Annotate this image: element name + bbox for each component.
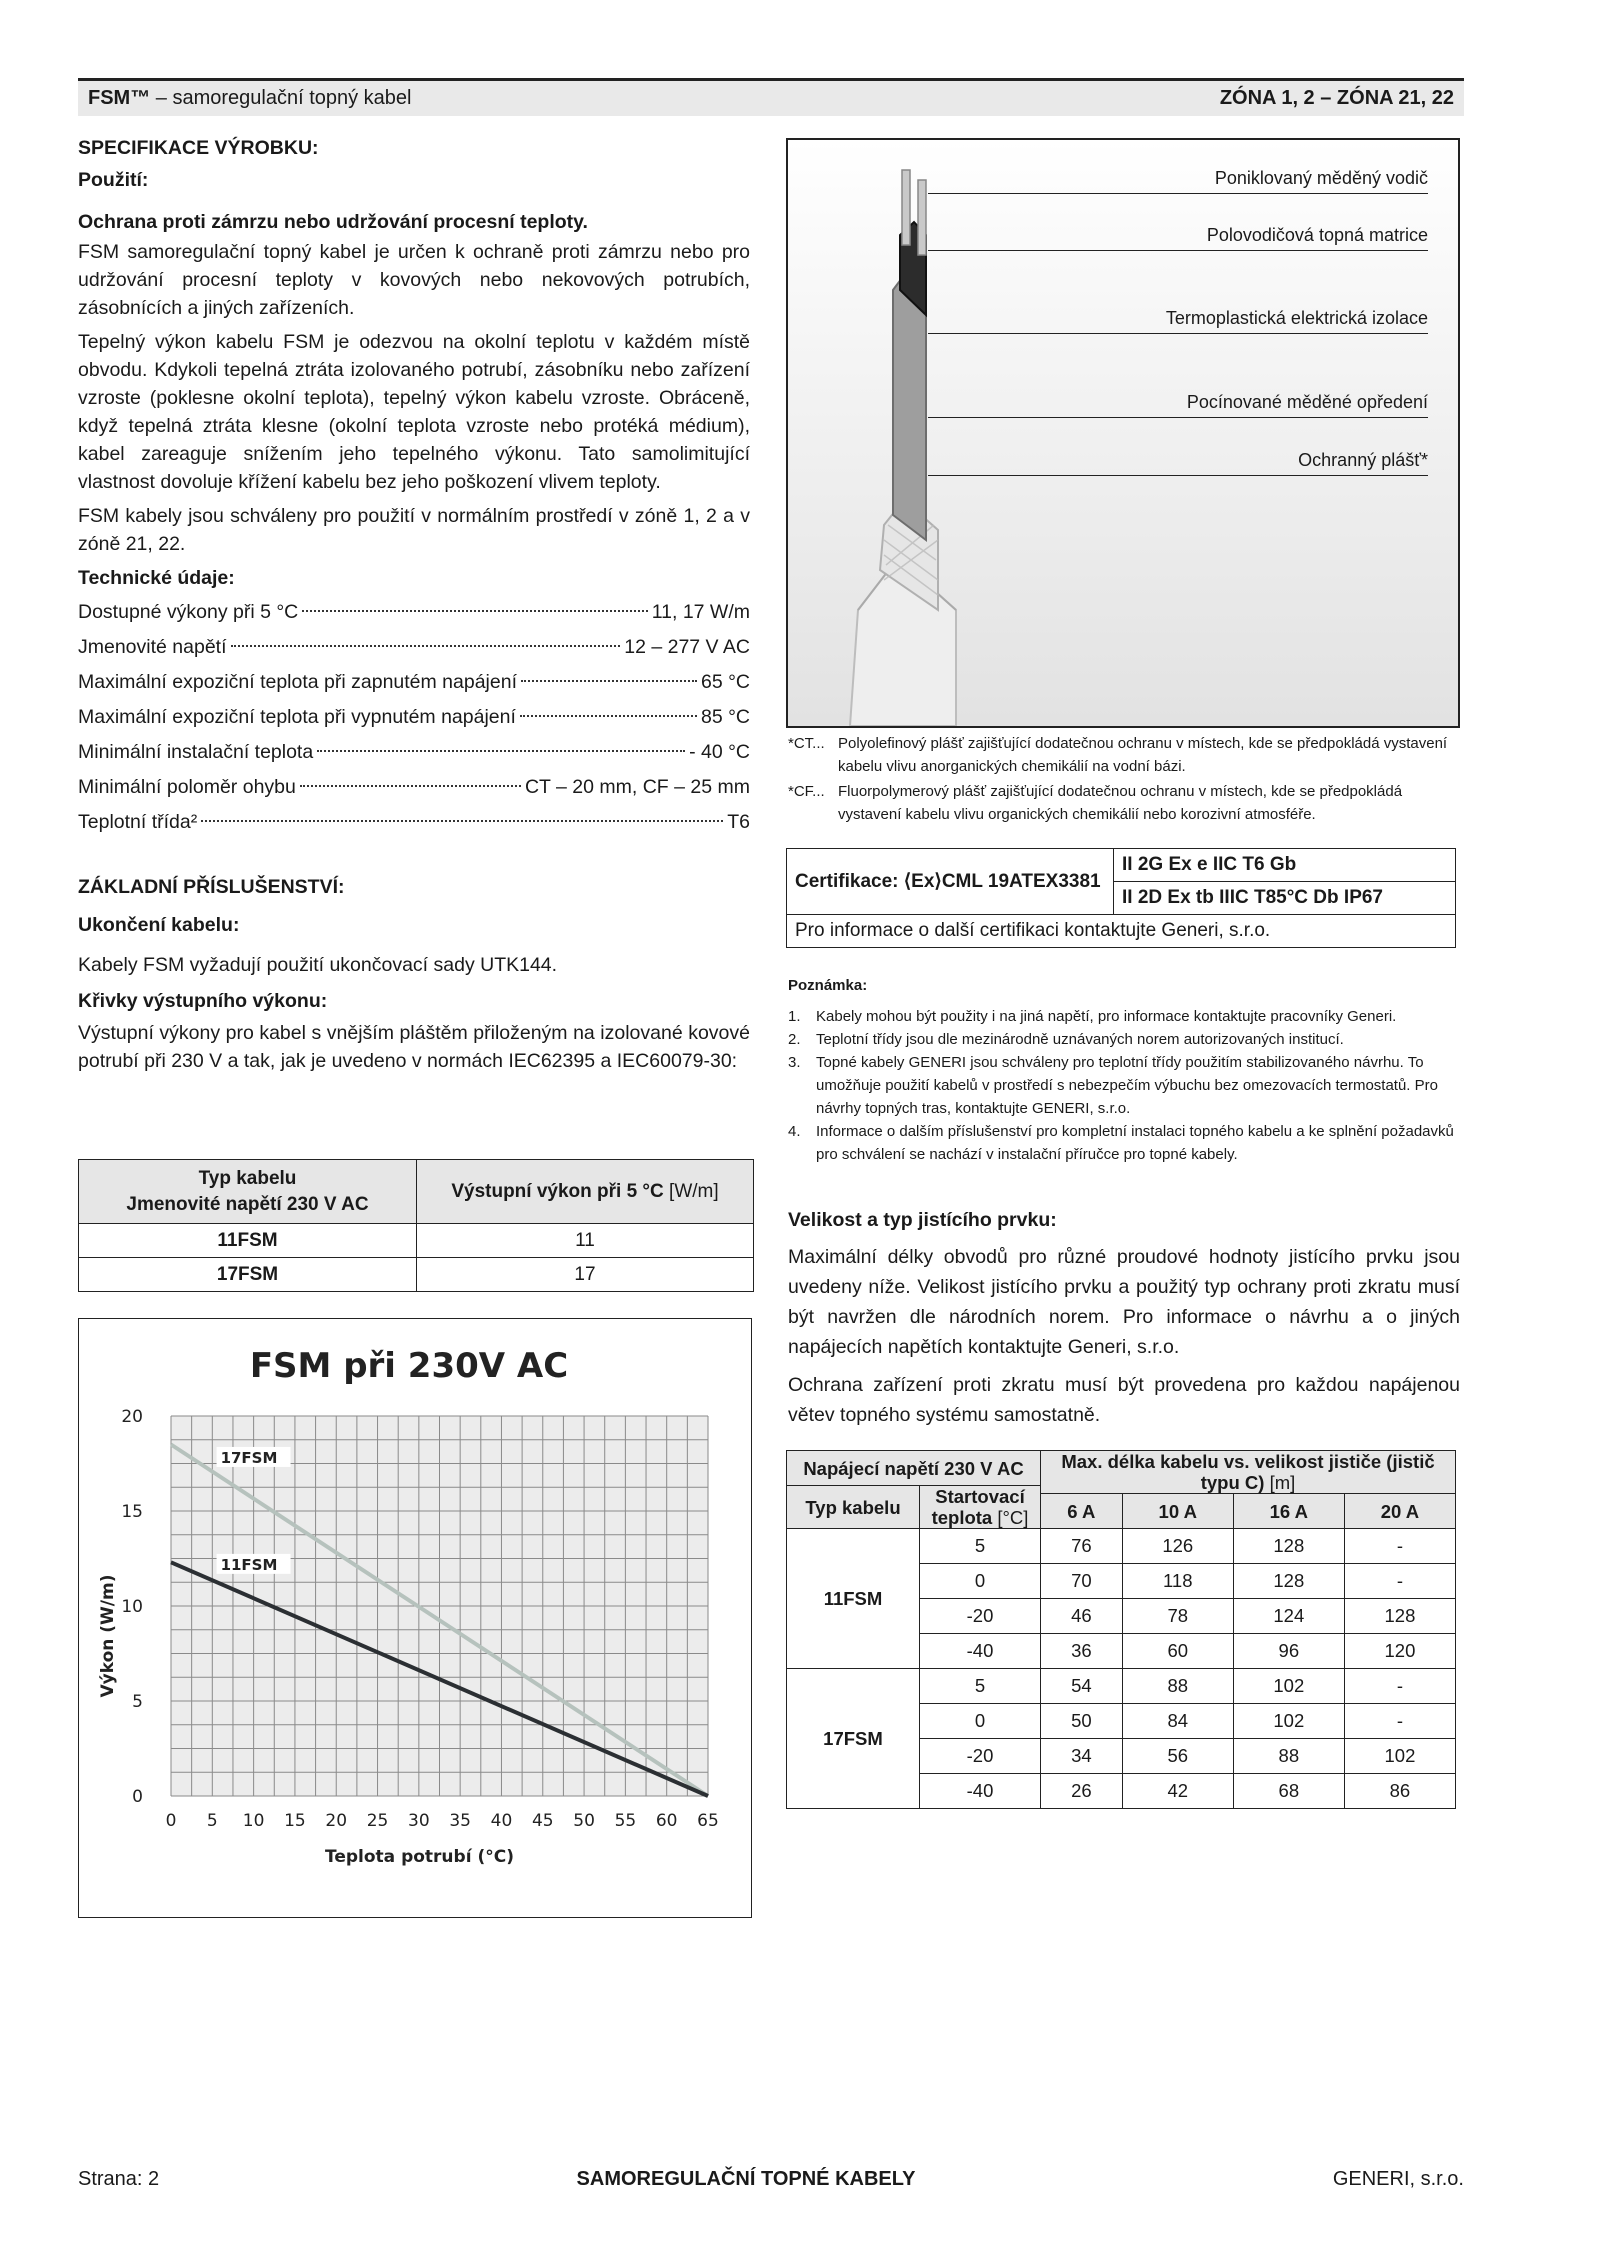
table-cell: 5	[920, 1529, 1041, 1564]
table-cell: 60	[1122, 1634, 1233, 1669]
output-power-table	[78, 1159, 754, 1292]
table-row: 11FSM 11	[79, 1224, 754, 1258]
paragraph-power: Tepelný výkon kabelu FSM je odezvou na okolní teplotu v každém místě obvodu. Kdykoli tepelná ztráta izolovaného potrubí, zásobníku nebo zařízení vzroste (poklesne okolní teplota), tepelný výkon kabelu vzroste. Obráceně, když tepelná ztráta klesne (okolní teplota vzroste nebo protéká médium), kabel zareaguje snížením jeho tepelného výkonu. Tato samolimitující vlastnost dovoluje křížení kabelu bez jeho poškození vlivem teploty.	[78, 331, 750, 493]
table-row	[787, 1529, 1456, 1564]
x-tick-label: 55	[614, 1811, 637, 1831]
x-tick-label: 40	[490, 1811, 513, 1831]
cert-info: Pro informace o další certifikaci kontaktujte Generi, s.r.o.	[787, 915, 1456, 948]
table-cell: 102	[1233, 1704, 1344, 1739]
spec-value: 85 °C	[701, 706, 750, 728]
cable-type-cell: 11FSM	[787, 1529, 920, 1669]
note-item	[788, 1120, 1460, 1166]
x-tick-label: 65	[697, 1811, 719, 1831]
cable-layer-label: Polovodičová topná matrice	[928, 225, 1428, 251]
y-tick-label: 5	[132, 1692, 143, 1712]
table-cell: 34	[1041, 1739, 1123, 1774]
x-tick-label: 60	[655, 1811, 678, 1831]
table-cell: 76	[1041, 1529, 1123, 1564]
col-cable-type: Typ kabelu Jmenovité napětí 230 V AC	[79, 1160, 417, 1224]
jacket-notes	[788, 732, 1460, 826]
note-item	[788, 1051, 1460, 1120]
left-column	[78, 134, 750, 1081]
spec-label: Minimální poloměr ohybu	[78, 776, 296, 798]
cable-layer-label: Ochranný plášť*	[928, 450, 1428, 476]
table-cell: -	[1344, 1529, 1455, 1564]
notes-list	[788, 1005, 1460, 1166]
spec-row	[78, 633, 750, 668]
spec-label: Minimální instalační teplota	[78, 741, 314, 763]
breaker-heading: Velikost a typ jistícího prvku:	[788, 1209, 1057, 1231]
table-cell: 36	[1041, 1634, 1123, 1669]
header-zones: ZÓNA 1, 2 – ZÓNA 21, 22	[1219, 87, 1454, 109]
table-cell: 128	[1233, 1564, 1344, 1599]
spec-value: 65 °C	[701, 671, 750, 693]
accessories-heading: ZÁKLADNÍ PŘÍSLUŠENSTVÍ:	[78, 876, 345, 898]
cable-layer-label: Poniklovaný měděný vodič	[928, 168, 1428, 194]
col-start-temp: Startovací teplota [°C]	[920, 1486, 1041, 1529]
y-tick-label: 10	[121, 1597, 143, 1617]
spec-heading: SPECIFIKACE VÝROBKU:	[78, 137, 319, 159]
spec-dots	[231, 645, 621, 647]
spec-dots	[317, 750, 685, 752]
table-cell: 5	[920, 1669, 1041, 1704]
x-tick-label: 30	[408, 1811, 430, 1831]
table-cell: -20	[920, 1739, 1041, 1774]
note-item	[788, 1028, 1460, 1051]
note-text: Topné kabely GENERI jsou schváleny pro teplotní třídy použitím stabilizovaného návrhu. To umožňuje použití kabelů v prostředí s nebezpečím výbuchu bez omezovacích termostatů. Pro návrhy topných tras, kontaktujte GENERI, s.r.o.	[816, 1054, 1438, 1117]
y-axis-label: Výkon (W/m)	[98, 1574, 118, 1698]
breaker-section	[788, 1206, 1460, 1436]
output-chart	[78, 1318, 752, 1918]
tech-heading: Technické údaje:	[78, 567, 235, 589]
table-row	[787, 1669, 1456, 1704]
spec-dots	[520, 715, 697, 717]
circuit-length-table	[786, 1450, 1456, 1809]
note-text: Kabely mohou být použity i na jiná napětí, pro informace kontaktujte pracovníky Generi.	[816, 1008, 1397, 1025]
table-cell: 102	[1233, 1669, 1344, 1704]
table-cell: -40	[920, 1774, 1041, 1809]
note-text: Informace o dalším příslušenství pro kompletní instalaci topného kabelu a ke splnění požadavků pro schválení se nachází v instalační příručce pro topné kabely.	[816, 1123, 1454, 1163]
table-cell: 120	[1344, 1634, 1455, 1669]
table-cell: -40	[920, 1634, 1041, 1669]
table-cell: 0	[920, 1704, 1041, 1739]
x-tick-label: 50	[573, 1811, 595, 1831]
note-number: 1.	[788, 1008, 801, 1025]
x-tick-label: 10	[242, 1811, 265, 1831]
y-tick-label: 15	[121, 1502, 143, 1522]
spec-row	[78, 703, 750, 738]
termination-text: Kabely FSM vyžadují použití ukončovací sady UTK144.	[78, 954, 558, 976]
cable-type-cell: 17FSM	[787, 1669, 920, 1809]
paragraph-intro: FSM samoregulační topný kabel je určen k ochraně proti zámrzu nebo pro udržování procesní teploty v kovových nebo nekovových potrubích, zásobnících a jiných zařízeních.	[78, 241, 750, 319]
table-cell: -	[1344, 1669, 1455, 1704]
page-number: Strana: 2	[78, 2168, 160, 2190]
use-heading: Použití:	[78, 169, 149, 191]
table-cell: -20	[920, 1599, 1041, 1634]
note-number: 4.	[788, 1123, 801, 1140]
col-supply: Napájecí napětí 230 V AC	[787, 1451, 1041, 1486]
table-cell: 78	[1122, 1599, 1233, 1634]
table-cell: 124	[1233, 1599, 1344, 1634]
spec-dots	[201, 820, 723, 822]
table-cell: 86	[1344, 1774, 1455, 1809]
table-cell: 50	[1041, 1704, 1123, 1739]
col-breaker-size: 6 A	[1041, 1494, 1123, 1529]
page-header	[78, 78, 1464, 116]
col-cable-type: Typ kabelu	[787, 1486, 920, 1529]
x-tick-label: 20	[325, 1811, 348, 1831]
col-output: Výstupní výkon při 5 °C [W/m]	[417, 1160, 754, 1224]
table-cell: 102	[1344, 1739, 1455, 1774]
certification-table	[786, 848, 1456, 948]
table-cell: 68	[1233, 1774, 1344, 1809]
y-tick-label: 20	[121, 1407, 143, 1427]
table-cell: 70	[1041, 1564, 1123, 1599]
footer-company: GENERI, s.r.o.	[1332, 2168, 1464, 2190]
spec-dots	[300, 785, 521, 787]
series-label: 17FSM	[220, 1448, 278, 1467]
notes-section	[788, 974, 1460, 1166]
note-text: Teplotní třídy jsou dle mezinárodně uznávaných norem autorizovaných institucí.	[816, 1031, 1344, 1048]
table-cell: 128	[1344, 1599, 1455, 1634]
note-number: 2.	[788, 1031, 801, 1048]
chart-svg	[79, 1319, 750, 1916]
table-cell: 26	[1041, 1774, 1123, 1809]
table-cell: 126	[1122, 1529, 1233, 1564]
chart-title: FSM při 230V AC	[249, 1346, 569, 1386]
spec-dots	[302, 610, 648, 612]
note-item	[788, 1005, 1460, 1028]
table-cell: 0	[920, 1564, 1041, 1599]
spec-label: Maximální expoziční teplota při vypnutém napájení	[78, 706, 516, 728]
table-cell: 88	[1122, 1669, 1233, 1704]
table-cell: 42	[1122, 1774, 1233, 1809]
paragraph-approval: FSM kabely jsou schváleny pro použití v normálním prostředí v zóně 1, 2 a v zóně 21, 22.	[78, 505, 750, 555]
spec-value: 12 – 277 V AC	[624, 636, 750, 658]
table-cell: 118	[1122, 1564, 1233, 1599]
col-breaker-size: 10 A	[1122, 1494, 1233, 1529]
x-tick-label: 15	[284, 1811, 306, 1831]
y-tick-label: 0	[132, 1787, 143, 1807]
cert-line-1: II 2G Ex e IIC T6 Gb	[1114, 849, 1456, 882]
spec-value: T6	[727, 811, 750, 833]
cert-label: Certifikace: ⟨Ex⟩CML 19ATEX3381	[787, 849, 1114, 915]
table-cell: 56	[1122, 1739, 1233, 1774]
curves-heading: Křivky výstupního výkonu:	[78, 990, 328, 1012]
x-tick-label: 45	[531, 1811, 554, 1831]
table-cell: 84	[1122, 1704, 1233, 1739]
spec-label: Maximální expoziční teplota při zapnutém napájení	[78, 671, 517, 693]
table-cell: -	[1344, 1704, 1455, 1739]
spec-row	[78, 738, 750, 773]
ct-note: *CT... Polyolefinový plášť zajišťující dodatečnou ochranu v místech, kde se předpokládá vystavení kabelu vlivu anorganických chemikálií na vodní bázi.	[788, 735, 1448, 775]
cable-illustration	[786, 138, 1460, 728]
col-breaker-size: 20 A	[1344, 1494, 1455, 1529]
spec-value: - 40 °C	[689, 741, 750, 763]
termination-heading: Ukončení kabelu:	[78, 914, 240, 936]
series-label: 11FSM	[220, 1555, 278, 1574]
x-tick-label: 0	[165, 1811, 177, 1831]
spec-list	[78, 598, 750, 843]
spec-value: 11, 17 W/m	[651, 601, 750, 623]
x-tick-label: 35	[449, 1811, 471, 1831]
col-breaker-size: 16 A	[1233, 1494, 1344, 1529]
x-tick-label: 5	[206, 1811, 218, 1831]
curves-text: Výstupní výkony pro kabel s vnějším pláštěm přiloženým na izolované kovové potrubí při 230 V a tak, jak je uvedeno v normách IEC62395 a IEC60079-30:	[78, 1022, 750, 1072]
table-row: 17FSM 17	[79, 1258, 754, 1292]
x-tick-label: 25	[366, 1811, 389, 1831]
header-title: FSM™ – samoregulační topný kabel	[88, 87, 412, 109]
cable-layer-label: Termoplastická elektrická izolace	[928, 308, 1428, 334]
notes-heading: Poznámka:	[788, 977, 868, 994]
spec-row	[78, 808, 750, 843]
spec-dots	[521, 680, 697, 682]
spec-label: Jmenovité napětí	[78, 636, 227, 658]
note-number: 3.	[788, 1054, 801, 1071]
table-cell: 128	[1233, 1529, 1344, 1564]
table-cell: 96	[1233, 1634, 1344, 1669]
x-axis-label: Teplota potrubí (°C)	[325, 1847, 514, 1867]
spec-value: CT – 20 mm, CF – 25 mm	[524, 776, 750, 798]
breaker-paragraph-1: Maximální délky obvodů pro různé proudové hodnoty jistícího prvku jsou uvedeny níže. Velikost jistícího prvku a použitý typ ochrany proti zkratu musí být navržen dle národních norem. Pro informace o návrhu a o jiných napájecích napětích kontaktujte Generi, s.r.o.	[788, 1246, 1460, 1358]
spec-row	[78, 773, 750, 808]
col-max-length: Max. délka kabelu vs. velikost jističe (jistič typu C) [m]	[1041, 1451, 1456, 1494]
cf-note: *CF... Fluorpolymerový plášť zajišťující dodatečnou ochranu v místech, kde se předpokládá vystavení kabelu vlivu organických chemikálií nebo korozivní atmosféře.	[788, 783, 1403, 823]
breaker-paragraph-2: Ochrana zařízení proti zkratu musí být provedena pro každou napájenou větev topného systému samostatně.	[788, 1374, 1460, 1426]
table-cell: 88	[1233, 1739, 1344, 1774]
cable-layer-label: Pocínované měděné opředení	[928, 392, 1428, 418]
table-cell: -	[1344, 1564, 1455, 1599]
cert-line-2: II 2D Ex tb IIIC T85°C Db IP67	[1114, 882, 1456, 915]
spec-row	[78, 668, 750, 703]
page-footer	[78, 2168, 1464, 2191]
spec-label: Teplotní třída²	[78, 811, 198, 833]
table-cell: 46	[1041, 1599, 1123, 1634]
use-subheading: Ochrana proti zámrzu nebo udržování procesní teploty.	[78, 211, 588, 233]
footer-title: SAMOREGULAČNÍ TOPNÉ KABELY	[576, 2168, 916, 2190]
spec-row	[78, 598, 750, 633]
table-cell: 54	[1041, 1669, 1123, 1704]
spec-label: Dostupné výkony při 5 °C	[78, 601, 299, 623]
